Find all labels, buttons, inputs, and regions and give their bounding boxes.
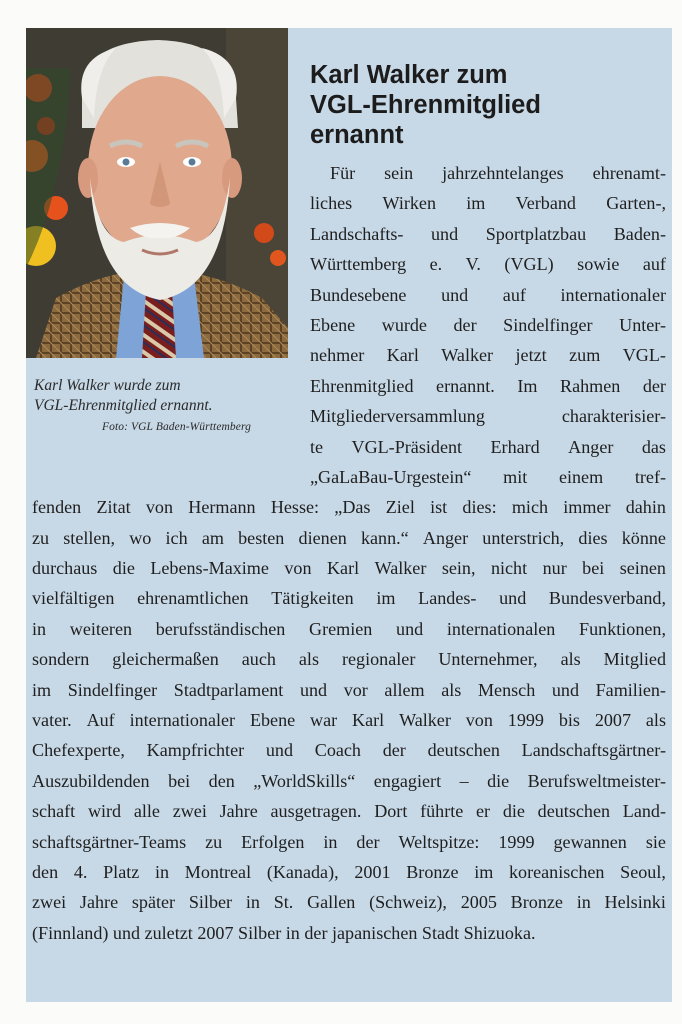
body-line: Ebene wurde der Sindelfinger Unter-	[310, 314, 666, 335]
headline-line: Karl Walker zum	[310, 61, 508, 89]
body-line: zwei Jahre später Silber in St. Gallen (Schweiz), 2005 Bronze in Helsinki	[32, 892, 666, 913]
article-body	[32, 158, 666, 948]
headline-line: VGL-Ehrenmitglied	[310, 91, 541, 119]
body-line: vater. Auf internationaler Ebene war Karl Walker von 1999 bis 2007 als	[32, 710, 666, 731]
body-line: im Sindelfinger Stadtparlament und vor allem als Mensch und Familien-	[32, 679, 666, 700]
body-line: fenden Zitat von Hermann Hesse: „Das Ziel ist dies: mich immer dahin	[32, 497, 666, 518]
body-line: liches Wirken im Verband Garten-,	[310, 193, 666, 214]
body-line: Ehrenmitglied ernannt. Im Rahmen der	[310, 375, 666, 396]
body-line: durchaus die Lebens-Maxime von Karl Walker sein, nicht nur bei seinen	[32, 558, 666, 579]
body-line: (Finnland) und zuletzt 2007 Silber in der japanischen Stadt Shizuoka.	[32, 922, 536, 943]
body-line: Bundesebene und auf internationaler	[310, 284, 666, 305]
body-line: schaft wird alle zwei Jahre ausgetragen. Dort führte er die deutschen Land-	[32, 801, 666, 822]
body-line: Für sein jahrzehntelanges ehrenamt-	[330, 163, 666, 183]
body-line: Auszubildenden bei den „WorldSkills“ engagiert – die Berufsweltmeister-	[32, 770, 666, 791]
article-headline	[310, 60, 660, 150]
photo-credit: Foto: VGL Baden-Württemberg	[102, 421, 251, 433]
body-line: „GaLaBau-Urgestein“ mit einem tref-	[310, 466, 666, 487]
body-line: te VGL-Präsident Erhard Anger das	[310, 436, 666, 457]
body-line: zu stellen, wo ich am besten dienen kann.“ Anger unterstrich, dies könne	[32, 527, 666, 548]
body-line: Württemberg e. V. (VGL) sowie auf	[310, 254, 666, 275]
body-line: Mitgliederversammlung charakterisier-	[310, 406, 666, 427]
body-line: nehmer Karl Walker jetzt zum VGL-	[310, 345, 666, 366]
body-line: in weiteren berufsständischen Gremien und internationalen Funktionen,	[32, 618, 666, 639]
body-line: Chefexperte, Kampfrichter und Coach der deutschen Landschaftsgärtner-	[32, 740, 666, 761]
headline-line: ernannt	[310, 121, 404, 149]
body-line: schaftsgärtner-Teams zu Erfolgen in der Weltspitze: 1999 gewannen sie	[32, 831, 666, 852]
body-line: vielfältigen ehrenamtlichen Tätigkeiten im Landes- und Bundesverband,	[32, 588, 666, 609]
body-line: Landschafts- und Sportplatzbau Baden-	[310, 223, 666, 244]
caption-line: VGL-Ehrenmitglied ernannt.	[34, 397, 213, 414]
caption-line: Karl Walker wurde zum	[34, 377, 181, 394]
article-panel	[26, 28, 672, 1002]
body-line: sondern gleichermaßen auch als regionaler Unternehmer, als Mitglied	[32, 649, 666, 670]
body-line: den 4. Platz in Montreal (Kanada), 2001 Bronze im koreanischen Seoul,	[32, 861, 666, 882]
